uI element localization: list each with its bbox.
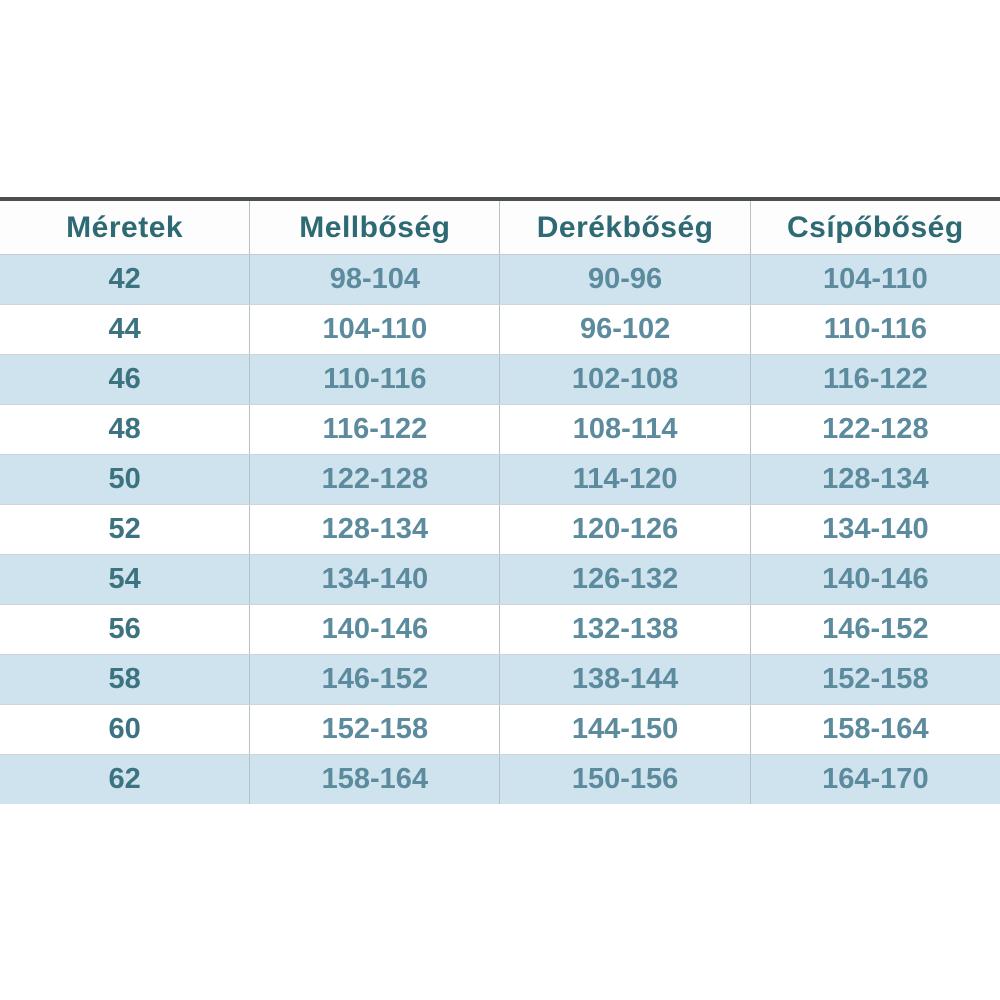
table-row (0, 555, 1000, 605)
size-cell: 54 (0, 555, 250, 605)
size-cell: 52 (0, 505, 250, 555)
size-cell: 46 (0, 355, 250, 405)
waist-range-cell: 150-156 (500, 755, 750, 805)
size-chart (0, 197, 1000, 804)
chest-range-cell: 158-164 (250, 755, 500, 805)
waist-range-cell: 126-132 (500, 555, 750, 605)
table-row (0, 655, 1000, 705)
chest-range-cell: 98-104 (250, 255, 500, 305)
waist-range-cell: 144-150 (500, 705, 750, 755)
column-header-waist: Derékbőség (500, 199, 750, 255)
chest-range-cell: 104-110 (250, 305, 500, 355)
table-row (0, 305, 1000, 355)
column-header-chest: Mellbőség (250, 199, 500, 255)
table-row (0, 755, 1000, 805)
chest-range-cell: 128-134 (250, 505, 500, 555)
chest-range-cell: 116-122 (250, 405, 500, 455)
table-row (0, 455, 1000, 505)
column-header-sizes: Méretek (0, 199, 250, 255)
hips-range-cell: 164-170 (750, 755, 1000, 805)
hips-range-cell: 146-152 (750, 605, 1000, 655)
column-header-hips: Csípőbőség (750, 199, 1000, 255)
size-chart-table (0, 197, 1000, 804)
waist-range-cell: 96-102 (500, 305, 750, 355)
size-cell: 44 (0, 305, 250, 355)
hips-range-cell: 110-116 (750, 305, 1000, 355)
size-cell: 42 (0, 255, 250, 305)
size-cell: 48 (0, 405, 250, 455)
size-cell: 62 (0, 755, 250, 805)
chest-range-cell: 152-158 (250, 705, 500, 755)
hips-range-cell: 116-122 (750, 355, 1000, 405)
table-row (0, 355, 1000, 405)
table-row (0, 505, 1000, 555)
hips-range-cell: 140-146 (750, 555, 1000, 605)
hips-range-cell: 158-164 (750, 705, 1000, 755)
waist-range-cell: 114-120 (500, 455, 750, 505)
table-row (0, 705, 1000, 755)
chest-range-cell: 146-152 (250, 655, 500, 705)
hips-range-cell: 152-158 (750, 655, 1000, 705)
chest-range-cell: 110-116 (250, 355, 500, 405)
hips-range-cell: 134-140 (750, 505, 1000, 555)
waist-range-cell: 108-114 (500, 405, 750, 455)
size-chart-header-row (0, 199, 1000, 255)
table-row (0, 605, 1000, 655)
hips-range-cell: 122-128 (750, 405, 1000, 455)
waist-range-cell: 132-138 (500, 605, 750, 655)
waist-range-cell: 90-96 (500, 255, 750, 305)
waist-range-cell: 102-108 (500, 355, 750, 405)
size-cell: 50 (0, 455, 250, 505)
size-cell: 58 (0, 655, 250, 705)
chest-range-cell: 122-128 (250, 455, 500, 505)
chest-range-cell: 140-146 (250, 605, 500, 655)
hips-range-cell: 104-110 (750, 255, 1000, 305)
size-cell: 60 (0, 705, 250, 755)
size-cell: 56 (0, 605, 250, 655)
waist-range-cell: 120-126 (500, 505, 750, 555)
table-row (0, 405, 1000, 455)
table-body (0, 255, 1000, 805)
hips-range-cell: 128-134 (750, 455, 1000, 505)
waist-range-cell: 138-144 (500, 655, 750, 705)
chest-range-cell: 134-140 (250, 555, 500, 605)
table-row (0, 255, 1000, 305)
